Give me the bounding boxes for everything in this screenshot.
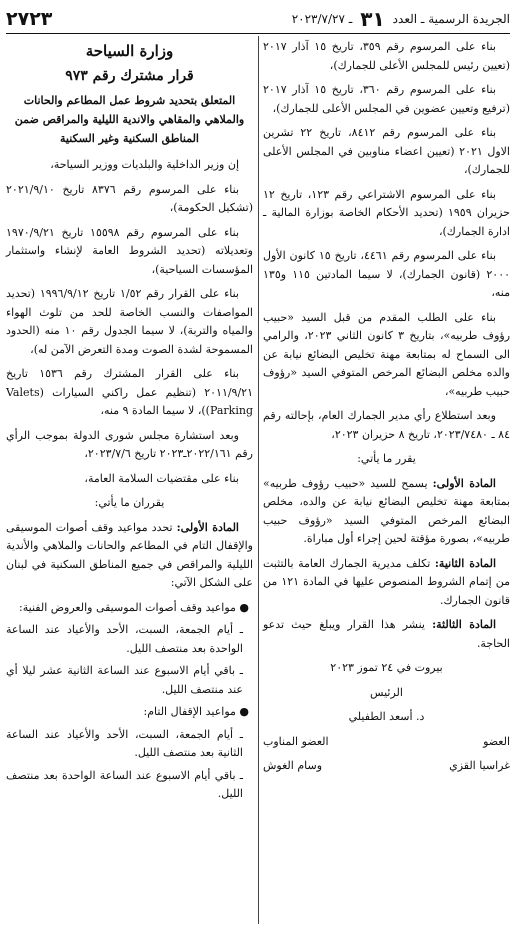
decides-heading: يقرر ما يأتي: <box>357 452 416 465</box>
dash-item: ـ باقي أيام الاسبوع عند الساعة الواحدة بعد منتصف الليل. <box>6 768 243 800</box>
decides-heading: يقرران ما يأتي: <box>94 496 165 509</box>
dash-item: ـ باقي أيام الاسبوع عند الساعة الثانية عشر ليلا أي عند منتصف الليل. <box>6 664 243 696</box>
article-label: المادة الأولى: <box>176 520 239 534</box>
article-paragraph <box>6 519 253 593</box>
member-title: العضو <box>483 734 510 748</box>
dash-text: أيام الجمعة، السبت، الأحد والأعياد عند الساعة الواحدة بعد منتصف الليل. <box>6 623 243 655</box>
column-divider <box>258 36 259 924</box>
dash-item: ـ أيام الجمعة، السبت، الأحد والأعياد عند الساعة الواحدة بعد منتصف الليل. <box>6 623 243 655</box>
bullet-text: مواعيد الإقفال التام: <box>143 705 236 718</box>
preamble-paragraph: وبعد استطلاع رأي مدير الجمارك العام، بإحالته رقم ٨٤ ـ ٢٠٢٣/٧٤٨٠، تاريخ ٨ حزيران ٢٠٢٣، <box>263 409 510 441</box>
preamble-paragraph: بناء على المرسوم رقم ٨٣٧٦ تاريخ ٢٠٢١/٩/١٠ (تشكيل الحكومة)، <box>6 182 253 214</box>
preamble-paragraph: بناء على المرسوم الاشتراعي رقم ١٢٣، تاريخ ١٢ حزيران ١٩٥٩ (تحديد الأحكام الخاصة بوزارة المالية ـ ادارة الجمارك)، <box>263 187 510 238</box>
ministry-title: وزارة السياحة <box>85 42 174 60</box>
preamble-paragraph: بناء على القرار رقم ١/٥٢ تاريخ ١٩٩٦/٩/١٢ (تحديد المواصفات والنسب الخاصة للحد من تلوث الهواء والمياه والتربة)، لا سيما الجدول رقم ١٠ منه (الحدود المسموحة لشدة الصوت ومدة التعرض الآمن له)، <box>6 287 253 356</box>
president-title: الرئيس <box>370 685 403 699</box>
member-name: غراسيا القزي <box>449 759 510 772</box>
decision-subject: المتعلق بتحديد شروط عمل المطاعم والحانات والملاهي والمقاهي والاندية الليلية والمراقص ضمن المناطق السكنية وغير السكنية <box>14 94 245 145</box>
issue-date: ـ ٢٠٢٣/٧/٢٧ <box>291 12 353 26</box>
alt-member-name: وسام الغوش <box>263 759 323 772</box>
journal-name: الجريدة الرسمية ـ العدد <box>392 12 510 26</box>
preamble-paragraph: بناء على المرسوم رقم ١٥٥٩٨ تاريخ ١٩٧٠/٩/٢١ وتعديلاته (تحديد الشروط العامة لإنشاء واستثمار المؤسسات السياحية)، <box>6 225 253 276</box>
preamble-paragraph: وبعد استشارة مجلس شورى الدولة بموجب الرأي رقم ٢٠٢٢/١٦١ـ٢٠٢٣ تاريخ ٢٠٢٣/٧/٦، <box>6 428 253 460</box>
page-number: ٢٧٢٣ <box>6 8 53 30</box>
place-date: بيروت في ٢٤ تموز ٢٠٢٣ <box>330 661 443 674</box>
article-paragraph <box>263 475 510 549</box>
journal-title-block <box>292 7 510 31</box>
bullet-item <box>6 703 253 722</box>
left-column <box>6 38 253 808</box>
preamble-paragraph: بناء على المرسوم رقم ٨٤١٢، تاريخ ٢٢ تشرين الاول ٢٠٢١ (تعيين اعضاء مناوبين في المجلس الأعلى للجمارك)، <box>263 126 510 176</box>
article-label: المادة الأولى: <box>432 476 496 490</box>
article-paragraph <box>263 555 510 611</box>
issue-number: ٣١ <box>360 7 385 31</box>
dash-text: أيام الجمعة، السبت، الأحد والأعياد عند الساعة الثانية بعد منتصف الليل. <box>6 727 243 759</box>
preamble-paragraph: بناء على المرسوم رقم ٣٥٩، تاريخ ١٥ آذار ٢٠١٧ (تعيين رئيس للمجلس الأعلى للجمارك)، <box>263 40 510 72</box>
bullet-icon: ● <box>239 600 249 614</box>
bullet-icon: ● <box>239 705 249 718</box>
alt-member-title: العضو المناوب <box>263 734 329 748</box>
preamble-paragraph: بناء على القرار المشترك رقم ١٥٣٦ تاريخ ٢٠١١/٩/٢١ (تنظيم عمل راكني السيارات (Valets Parking))، لا سيما المادة ٩ منه، <box>6 367 253 417</box>
article-text: يسمح للسيد «حبيب رؤوف طربيه» بمتابعة مهنة تخليص البضائع نيابة عن والده، مخلص البضائع المرخص المتوفي السيد «رؤوف حبيب طربيه»، بصورة مؤقتة لحين إجراء أول مباراة. <box>263 476 510 545</box>
page-header <box>6 6 510 32</box>
article-text: تكلف مديرية الجمارك العامة بالتثبت من إتمام الشروط المنصوص عليها في المادة ١٢١ من قانون الجمارك. <box>263 556 510 607</box>
bullet-text: مواعيد وقف أصوات الموسيقى والعروض الفنية: <box>19 600 236 614</box>
preamble-paragraph: بناء على المرسوم رقم ٣٦٠، تاريخ ١٥ آذار ٢٠١٧ (ترفيع وتعيين عضوين في المجلس الأعلى للجمارك)، <box>263 83 510 115</box>
dash-item: ـ أيام الجمعة، السبت، الأحد والأعياد عند الساعة الثانية بعد منتصف الليل. <box>6 727 243 759</box>
signatures-titles <box>263 733 510 752</box>
bullet-item <box>6 599 253 618</box>
decision-title: قرار مشترك رقم ٩٧٣ <box>65 67 194 84</box>
article-paragraph <box>263 616 510 653</box>
intro-paragraph: إن وزير الداخلية والبلديات ووزير السياحة، <box>50 158 239 171</box>
article-text: ينشر هذا القرار ويبلغ حيث تدعو الحاجة. <box>263 618 510 650</box>
article-label: المادة الثالثة: <box>432 618 496 631</box>
header-rule <box>6 33 510 34</box>
article-label: المادة الثانية: <box>434 556 496 570</box>
preamble-paragraph: بناء على مقتضيات السلامة العامة، <box>84 471 239 485</box>
preamble-paragraph: بناء على الطلب المقدم من قبل السيد «حبيب رؤوف طربيه»، بتاريخ ٣ كانون الثاني ٢٠٢٣، والرامي الى السماح له بمتابعة مهنة تخليص البضائع نيابة عن والده مخلص البضائع المرخص المتوفي السيد «رؤوف حبيب طربيه»، <box>263 310 511 398</box>
article-text: تحدد مواعيد وقف أصوات الموسيقى والإقفال التام في المطاعم والحانات والملاهي والأندية الليلية والمراقص في جميع المناطق السكنية في لبنان على الشكل الآتي: <box>6 520 253 589</box>
signatures-names <box>263 757 510 776</box>
dash-text: باقي أيام الاسبوع عند الساعة الواحدة بعد منتصف الليل. <box>6 768 243 800</box>
right-column <box>263 38 510 782</box>
preamble-paragraph: بناء على المرسوم رقم ٤٤٦١، تاريخ ١٥ كانون الأول ٢٠٠٠ (قانون الجمارك)، لا سيما المادتين ١١٥ و١٣٥ منه، <box>263 249 511 299</box>
dash-text: باقي أيام الاسبوع عند الساعة الثانية عشر ليلا أي عند منتصف الليل. <box>6 664 243 696</box>
president-name: د. أسعد الطفيلي <box>348 710 425 723</box>
